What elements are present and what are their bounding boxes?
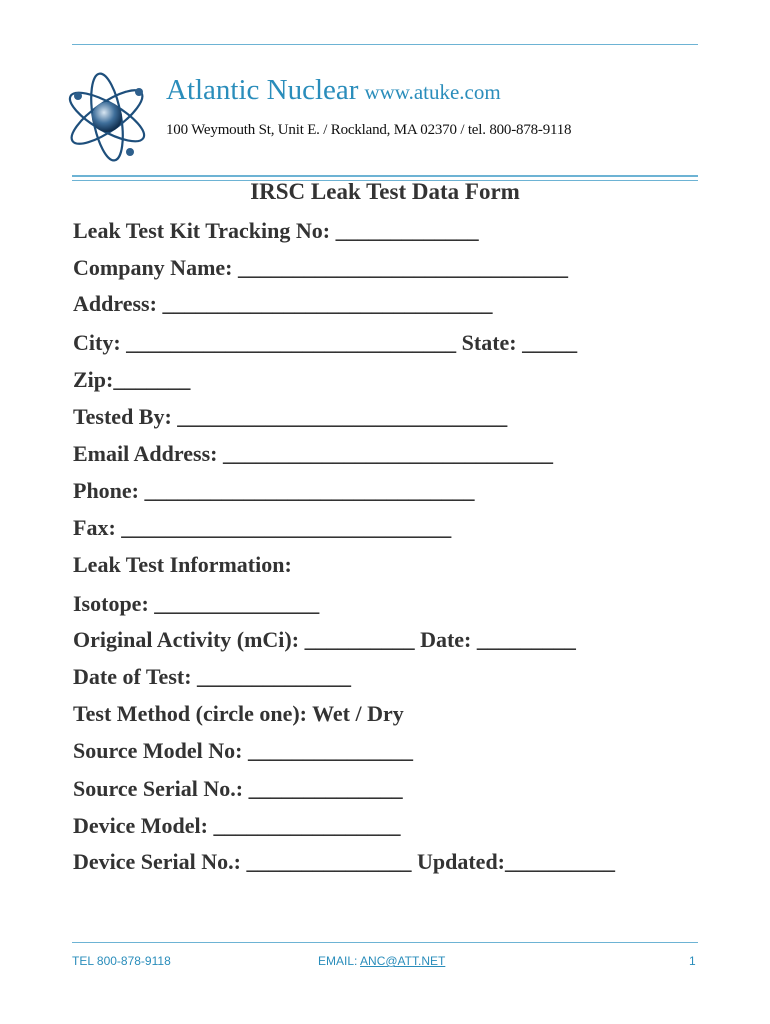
field-city-state[interactable]: City: ______________________________ State: _____ [73,330,578,355]
field-test-method[interactable]: Test Method (circle one): Wet / Dry [73,701,404,726]
footer-rule [72,942,698,943]
field-isotope[interactable]: Isotope: _______________ [73,591,320,616]
field-company-name[interactable]: Company Name: ______________________________ [73,255,568,280]
field-tested-by[interactable]: Tested By: ______________________________ [73,404,508,429]
field-device-model[interactable]: Device Model: _________________ [73,813,401,838]
page-number: 1 [689,954,696,968]
field-original-activity-date[interactable]: Original Activity (mCi): __________ Date: _________ [73,627,576,652]
website-link[interactable]: www.atuke.com [364,80,501,104]
field-source-serial-no[interactable]: Source Serial No.: ______________ [73,776,403,801]
form-title: IRSC Leak Test Data Form [250,179,520,204]
field-zip[interactable]: Zip:_______ [73,367,191,392]
header-top-rule [72,44,698,45]
footer-email-link[interactable]: ANC@ATT.NET [360,954,446,968]
footer-email [318,954,445,968]
field-email-address[interactable]: Email Address: ______________________________ [73,441,553,466]
atom-logo-icon [60,66,154,168]
footer-email-label: EMAIL: [318,954,361,968]
footer-tel: TEL 800-878-9118 [72,954,171,968]
section-heading-leak-test-info: Leak Test Information: [73,552,292,577]
company-address: 100 Weymouth St, Unit E. / Rockland, MA 02370 / tel. 800-878-9118 [166,122,572,138]
field-phone[interactable]: Phone: ______________________________ [73,478,475,503]
field-tracking-no[interactable]: Leak Test Kit Tracking No: _____________ [73,218,479,243]
field-fax[interactable]: Fax: ______________________________ [73,515,452,540]
brand [166,74,501,107]
company-name: Atlantic Nuclear [166,74,359,106]
field-date-of-test[interactable]: Date of Test: ______________ [73,664,352,689]
field-source-model-no[interactable]: Source Model No: _______________ [73,738,413,763]
field-address[interactable]: Address: ______________________________ [73,291,493,316]
header-divider-thick [72,175,698,177]
field-device-serial-updated[interactable]: Device Serial No.: _______________ Updated:__________ [73,849,616,874]
